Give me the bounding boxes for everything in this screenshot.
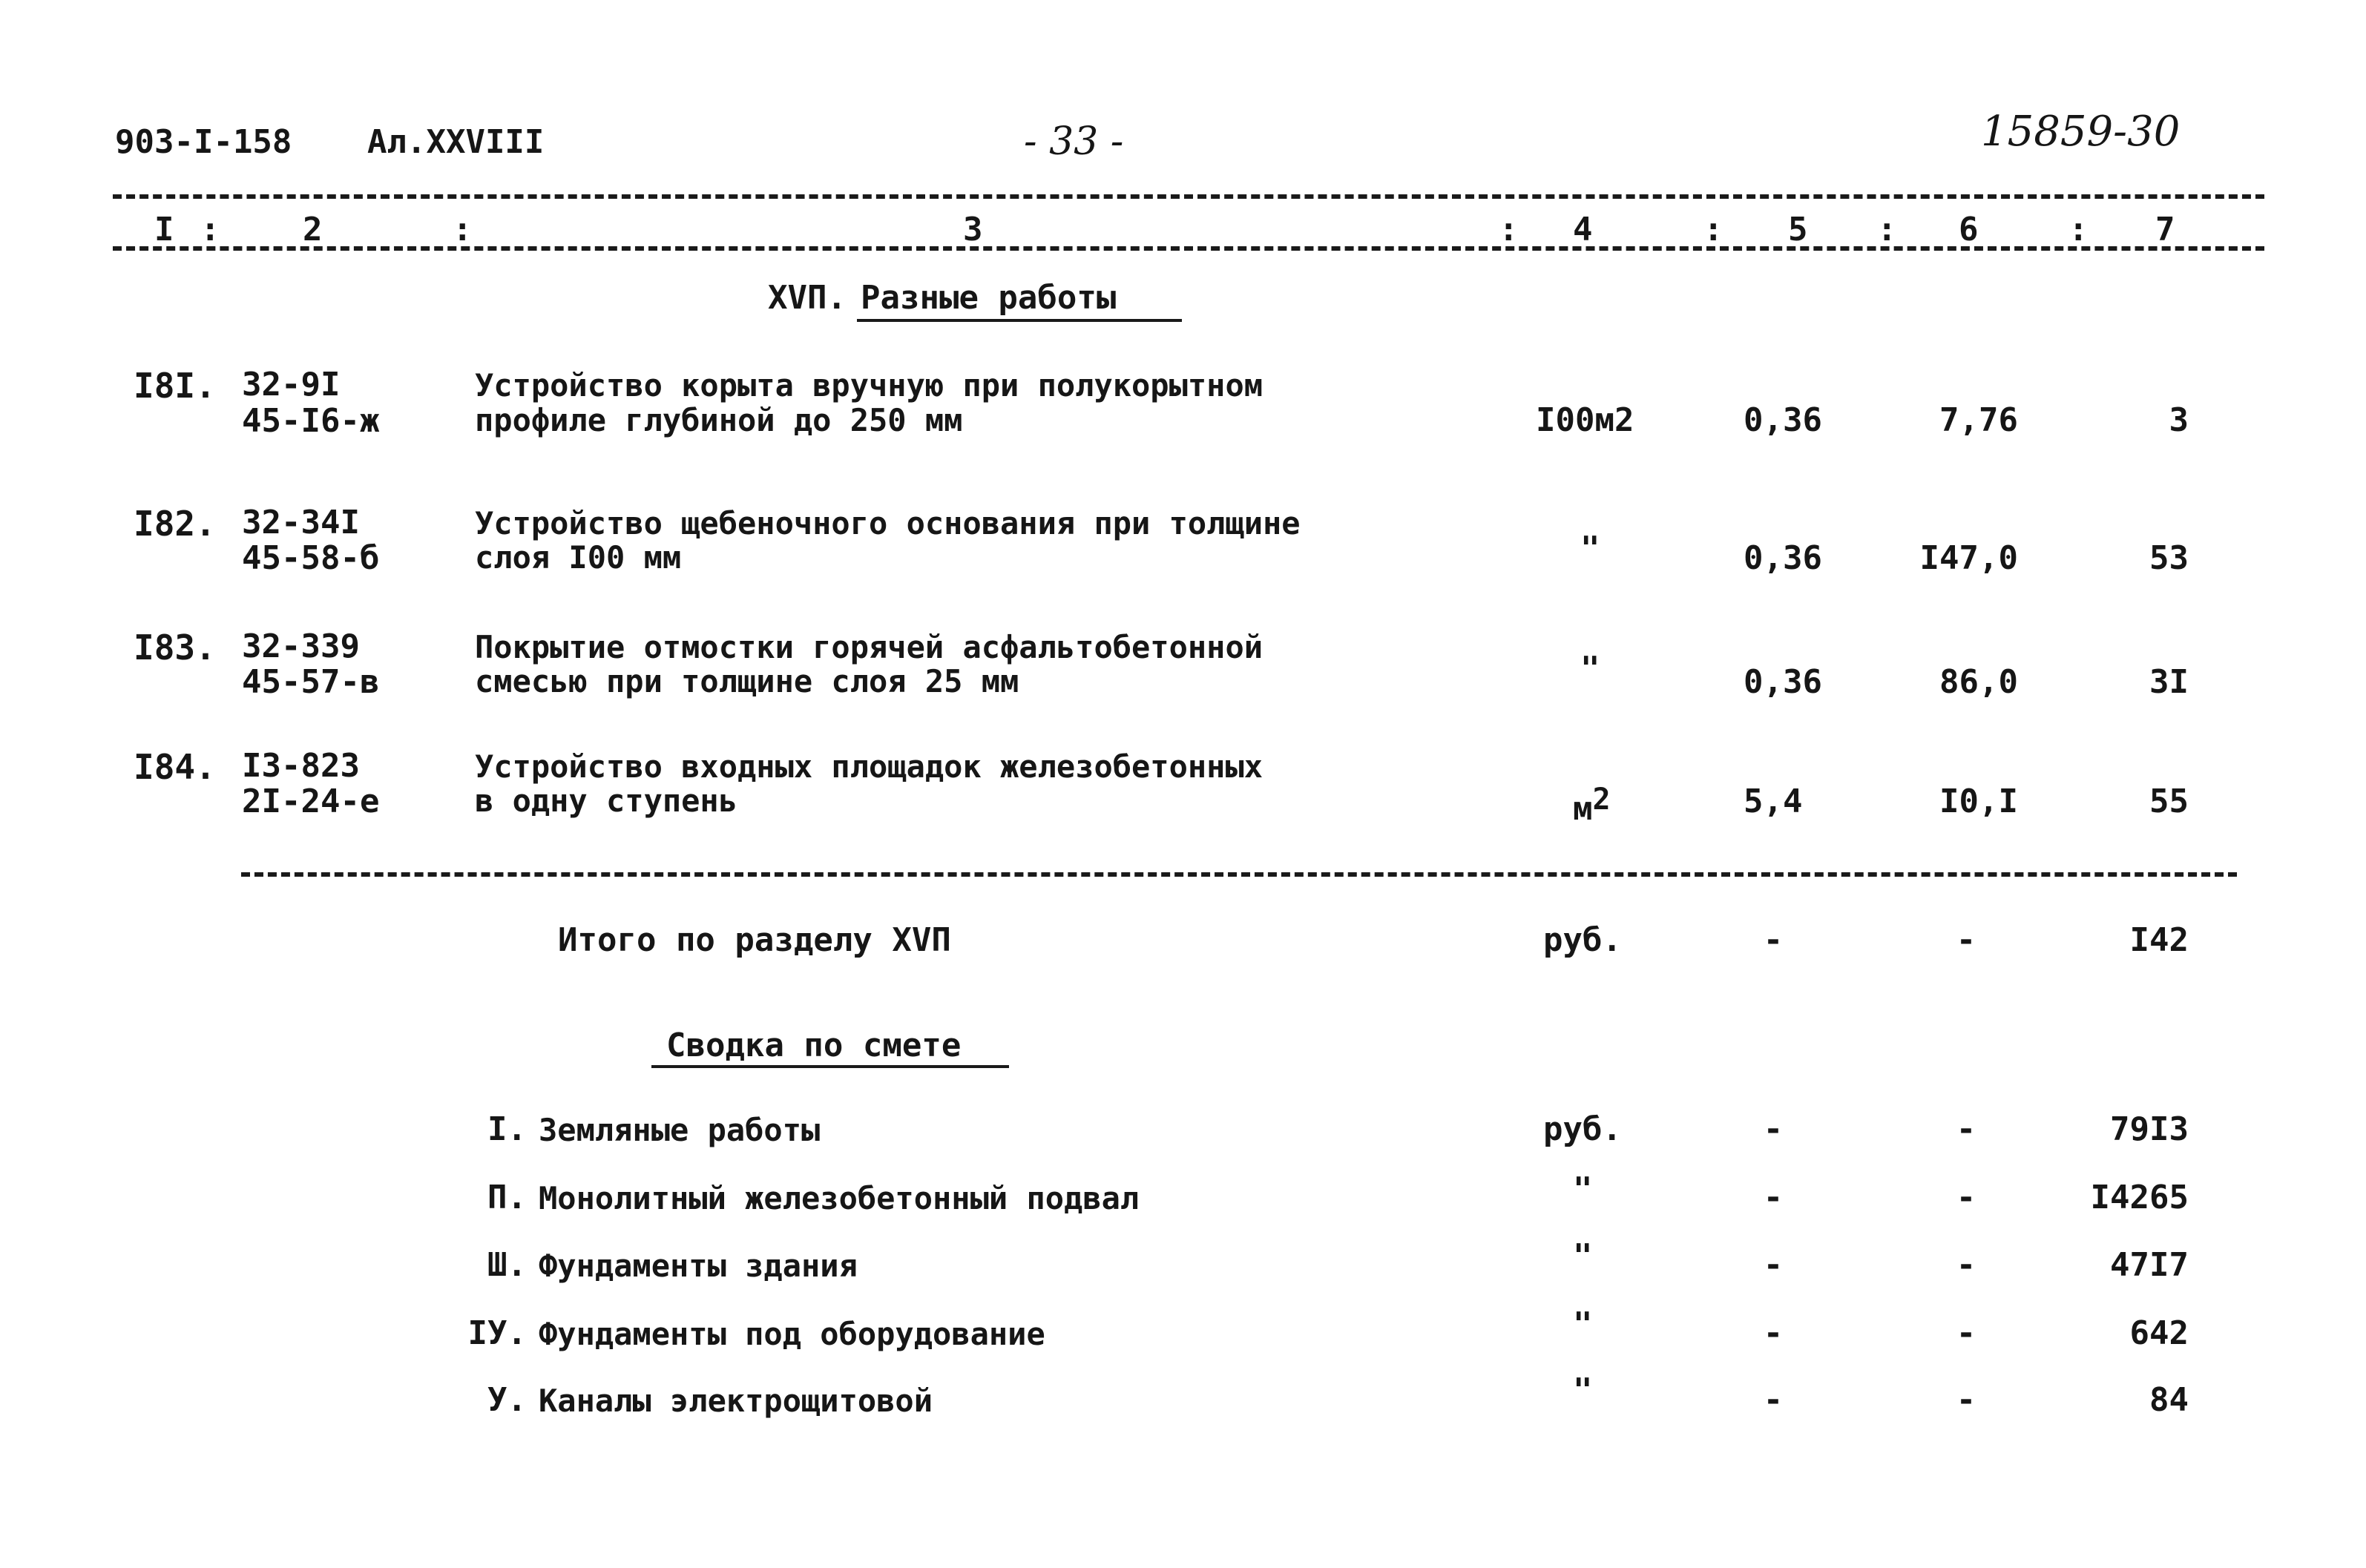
unit-symbol: м [1573,790,1593,828]
row-code-secondary: 2I-24-е [242,783,380,820]
col-number-2: 2 [303,211,323,248]
summary-item-total: 47I7 [2110,1246,2189,1284]
album-number: Ал.XXVIII [367,123,545,161]
row-description-line1: Покрытие отмостки горячей асфальтобетонной [475,629,1263,665]
summary-title-underline [651,1065,1009,1068]
unit-exponent: 2 [1592,783,1611,817]
col-separator: : [453,211,473,248]
summary-item-label: Монолитный железобетонный подвал [539,1180,1140,1216]
page-number: - 33 - [1024,119,1124,164]
summary-item-total: 79I3 [2110,1110,2189,1148]
summary-item-price: - [1956,1179,1976,1216]
row-description-line1: Устройство корыта вручную при полукорытном [475,367,1263,403]
summary-item-price: - [1956,1314,1976,1352]
summary-item-qty: - [1763,1314,1784,1352]
row-number: I83. [134,627,216,668]
row-unit-price: 7,76 [1939,401,2018,439]
section-total-amount: I42 [2129,921,2189,959]
row-unit-price: I0,I [1939,783,2018,820]
summary-item-label: Каналы электрощитовой [539,1383,933,1419]
row-number: I82. [134,504,216,544]
section-total-unit: руб. [1543,921,1622,959]
row-description-line2: в одну ступень [475,783,738,819]
summary-item-unit: " [1573,1371,1593,1409]
col-number-4: 4 [1573,211,1593,248]
header-top-rule [113,194,2264,199]
row-code-primary: I3-823 [242,747,360,785]
row-code-primary: 32-9I [242,366,341,403]
summary-title: Сводка по смете [666,1027,962,1064]
row-total: 3 [2169,401,2189,439]
row-number: I84. [134,747,216,787]
section-prefix: ХVП. [768,279,847,317]
summary-item-unit: " [1573,1305,1593,1343]
summary-item-unit: " [1573,1237,1593,1275]
summary-item-total: I4265 [2090,1179,2189,1216]
row-code-secondary: 45-57-в [242,663,380,701]
col-number-7: 7 [2155,211,2175,248]
summary-item-qty: - [1763,1179,1784,1216]
row-code-primary: 32-34I [242,504,360,541]
section-title-underline [857,319,1182,322]
row-unit: " [1580,530,1600,567]
row-unit: I00м2 [1536,401,1634,439]
row-unit [1573,785,1611,826]
summary-item-unit: руб. [1543,1110,1622,1148]
summary-item-label: Земляные работы [539,1112,821,1148]
row-quantity: 0,36 [1744,539,1822,577]
summary-item-number: У. [487,1381,527,1419]
summary-item-label: Фундаменты под оборудование [539,1316,1045,1352]
summary-item-total: 642 [2129,1314,2189,1352]
summary-item-qty: - [1763,1110,1784,1148]
section-title: Разные работы [861,279,1117,317]
row-quantity: 0,36 [1744,401,1822,439]
total-separator-rule [241,872,2237,877]
summary-item-qty: - [1763,1246,1784,1284]
summary-item-price: - [1956,1381,1976,1419]
col-number-3: 3 [963,211,983,248]
col-separator: : [1499,211,1519,248]
summary-item-number: П. [487,1179,527,1216]
summary-item-label: Фундаменты здания [539,1248,858,1284]
row-code-secondary: 45-I6-ж [242,402,380,440]
row-total: 3I [2149,663,2189,701]
section-total-price: - [1956,921,1976,959]
row-total: 55 [2149,783,2189,820]
col-separator: : [1703,211,1723,248]
archive-stamp: 15859-30 [1981,108,2181,156]
document-code: 903-I-158 [115,123,292,161]
summary-item-qty: - [1763,1381,1784,1419]
summary-item-price: - [1956,1246,1976,1284]
section-total-qty: - [1763,921,1784,959]
row-total: 53 [2149,539,2189,577]
row-description-line1: Устройство входных площадок железобетонных [475,748,1263,785]
row-description-line2: смесью при толщине слоя 25 мм [475,663,1019,699]
row-description-line2: слоя I00 мм [475,539,682,576]
summary-item-number: IУ. [467,1314,527,1352]
summary-item-price: - [1956,1110,1976,1148]
col-number-6: 6 [1959,211,1979,248]
section-total-label: Итого по разделу ХVП [558,921,951,959]
row-description-line1: Устройство щебеночного основания при толщине [475,505,1301,541]
col-separator: : [200,211,220,248]
summary-item-unit: " [1573,1170,1593,1208]
row-quantity: 0,36 [1744,663,1822,701]
col-separator: : [2068,211,2089,248]
summary-item-total: 84 [2149,1381,2189,1419]
summary-item-number: Ш. [487,1246,527,1284]
row-number: I8I. [134,366,216,406]
row-unit-price: 86,0 [1939,663,2018,701]
col-number-5: 5 [1788,211,1808,248]
row-unit: " [1580,650,1600,688]
row-quantity: 5,4 [1744,783,1803,820]
summary-item-number: I. [487,1110,527,1148]
col-number-1: I [154,211,174,248]
row-code-secondary: 45-58-б [242,539,380,577]
header-bottom-rule [113,246,2264,251]
col-separator: : [1877,211,1897,248]
row-unit-price: I47,0 [1919,539,2018,577]
row-code-primary: 32-339 [242,627,360,665]
row-description-line2: профиле глубиной до 250 мм [475,402,963,438]
